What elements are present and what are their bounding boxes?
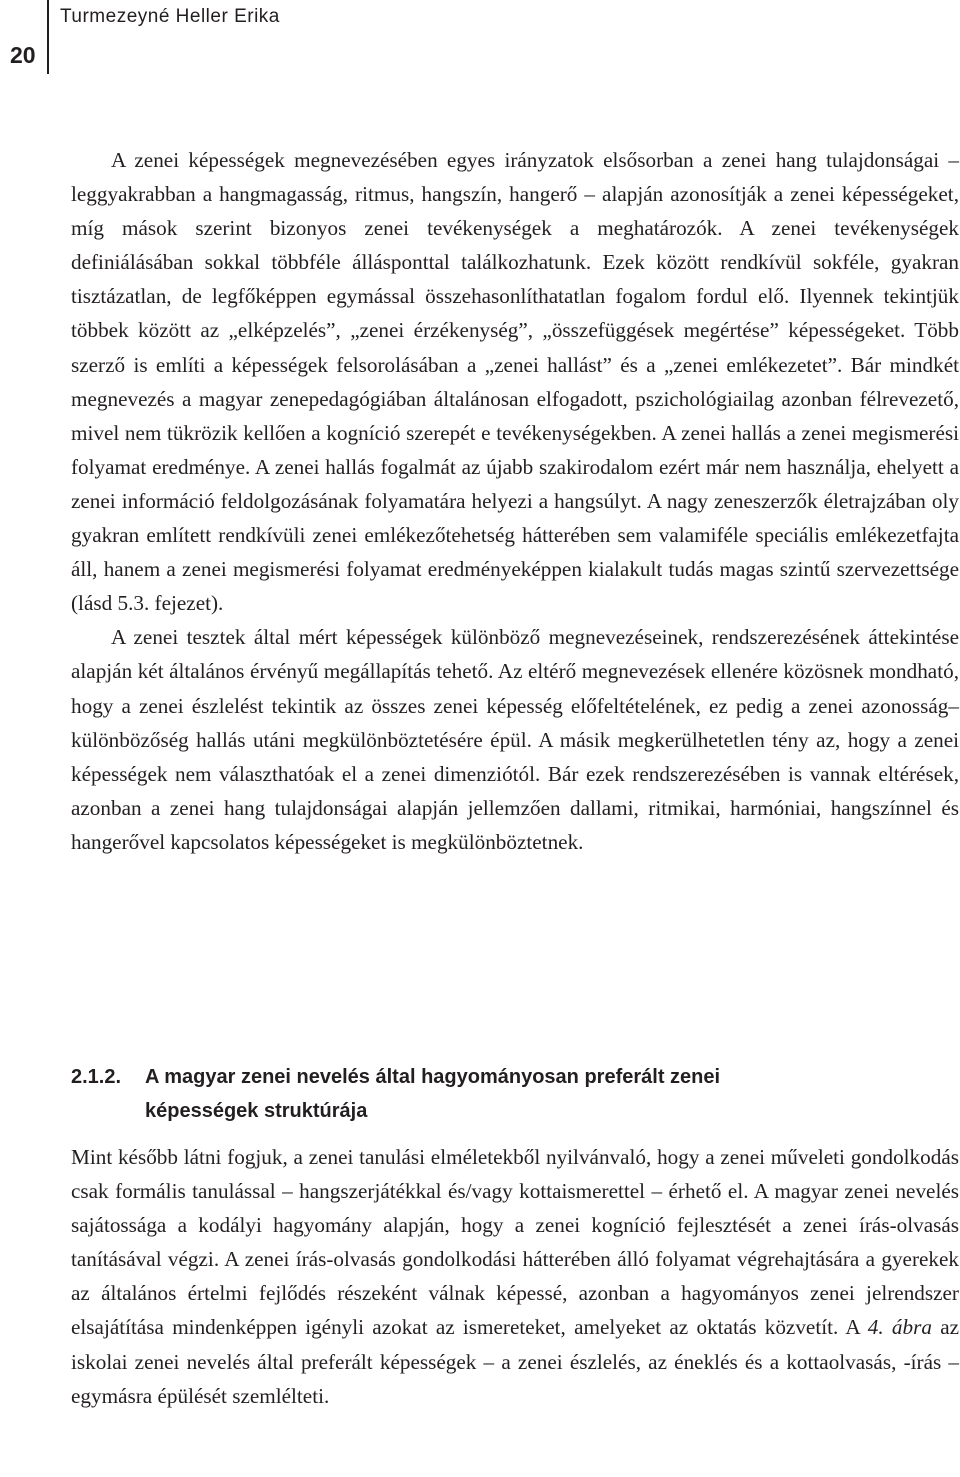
paragraph-3-part-1: Mint később látni fogjuk, a zenei tanulási elméletekből nyilvánvaló, hogy a zenei műveleti gondolkodás csak formális tanulással – hangszerjátékkal és/vagy kottaismerettel – érhető el. A magyar zenei nevelés sajátossága a kodályi hagyomány alapján, hogy a zenei kogníció fejlesztését a zenei írás-olvasás tanításával végzi. A zenei írás-olvasás gondolkodási hátterében álló folyamat végrehajtására a gyerekek az általános értelmi fejlődés részeként válnak képessé, azonban a hagyományos zenei jelrendszer elsajátítása mindenképpen igényli azokat az ismereteket, amelyeket az oktatás közvetít. A bbox=[71, 1145, 959, 1340]
paragraph-2: A zenei tesztek által mért képességek különböző megnevezéseinek, rendszerezésének áttekintése alapján két általános érvényű megállapítás tehető. Az eltérő megnevezések ellenére közösnek mondható, hogy a zenei észlelést tekintik az összes zenei képesség előfeltételének, ez pedig a zenei azonosság–különbözőség hallás utáni megkülönböztetésére épül. A másik megkerülhetetlen tény az, hogy a zenei képességek nem választhatóak el a zenei dimenziótól. Bár ezek rendszerezésében is vannak eltérések, azonban a zenei hang tulajdonságai alapján jellemzően dallami, ritmikai, harmóniai, hangszínnel és hangerővel kapcsolatos képességeket is megkülönböztetnek. bbox=[71, 625, 959, 854]
header-divider bbox=[47, 0, 49, 74]
body-text-block-1 bbox=[71, 143, 959, 859]
section-title-part-1: A magyar zenei nevelés által hagyományosan preferált zenei bbox=[145, 1066, 721, 1088]
running-header-author: Turmezeyné Heller Erika bbox=[60, 6, 280, 27]
section-heading-line-1 bbox=[71, 1060, 931, 1094]
body-text-block-2 bbox=[71, 1140, 959, 1413]
page-number: 20 bbox=[10, 42, 36, 68]
section-title-part-2: képességek struktúrája bbox=[145, 1100, 368, 1122]
paragraph-3 bbox=[71, 1140, 959, 1413]
figure-reference: 4. ábra bbox=[867, 1315, 932, 1340]
section-number: 2.1.2. bbox=[71, 1066, 122, 1088]
paragraph-3-part-2: az iskolai zenei nevelés által preferált képességek – a zenei észlelés, az éneklés és a kottaolvasás, -írás – egymásra épülését szemlélteti. bbox=[71, 1315, 960, 1408]
paragraph-1: A zenei képességek megnevezésében egyes irányzatok elsősorban a zenei hang tulajdonságai – leggyakrabban a hangmagasság, ritmus, hangszín, hangerő – alapján azonosítják a zenei képességeket, míg mások szerint bizonyos zenei tevékenységek a meghatározók. A zenei tevékenységek definiálásában sokkal többféle állásponttal találkozhatunk. Ezek között rendkívül sokféle, gyakran tisztázatlan, de legfőképpen egymással összehasonlíthatatlan fogalom fordul elő. Ilyennek tekintjük többek között az „elképzelés”, „zenei érzékenység”, „összefüggések megértése” képességeket. Több szerző is említi a képességek felsorolásában a „zenei hallást” és a „zenei emlékezetet”. Bár mindkét megnevezés a magyar zenepedagógiában általánosan elfogadott, pszichológiailag azonban félrevezető, mivel nem tükrözik kellően a kogníció szerepét e tevékenységekben. A zenei hallás a zenei megismerési folyamat eredménye. A zenei hallás fogalmát az újabb szakirodalom ezért már nem használja, ehelyett a zenei információ feldolgozásának folyamatára helyezi a hangsúlyt. A nagy zeneszerzők életrajzában oly gyakran említett rendkívüli zenei emlékezőtehetség hátterében sem valamiféle speciális emlékezetfajta áll, hanem a zenei megismerési folyamat eredményeképpen kialakult tudás magas szintű szervezettsége (lásd 5.3. fejezet). bbox=[71, 148, 959, 616]
section-heading bbox=[71, 1060, 931, 1128]
